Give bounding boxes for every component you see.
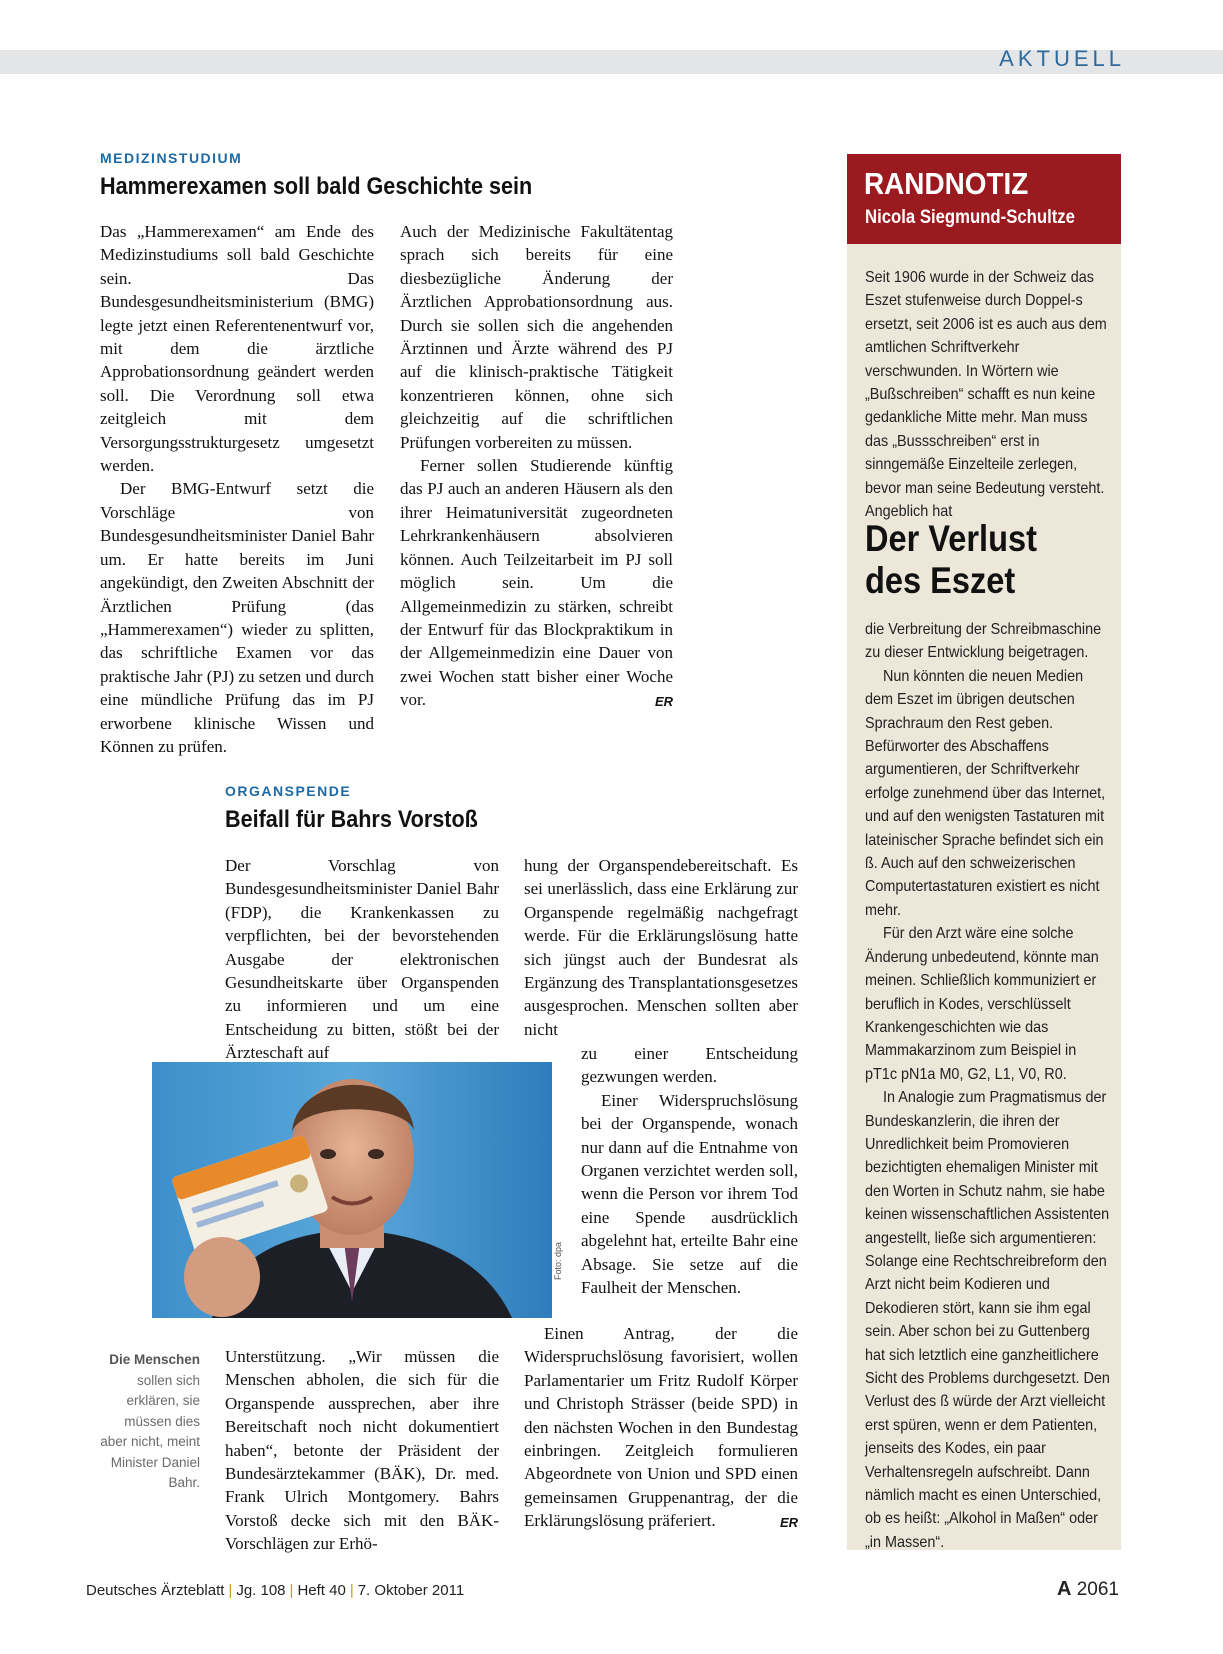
randnotiz-big-title: Der Verlust des Eszet	[865, 518, 1037, 601]
minister-photo	[152, 1062, 552, 1318]
photo-credit: Foto: dpa	[553, 1241, 563, 1280]
article2-column-1-bottom	[225, 1345, 499, 1556]
paragraph: die Verbreitung der Schreibmaschine zu dieser Entwicklung beigetragen.	[865, 621, 1102, 662]
paragraph: Der BMG-Entwurf setzt die Vorschläge von Bundesgesundheitsminister Daniel Bahr um. Er hatte bereits im Juni angekündigt, den Zweiten Abschnitt der Ärztlichen Prüfung (das „Hammerexamen“) wieder zu splitten, das schriftliche Examen vor das praktische Jahr (PJ) zu setzen und durch eine mündliche Prüfung das im PJ erworbene klinische Wissen und Können zu prüfen.	[100, 479, 374, 756]
page-number	[1057, 1578, 1119, 1601]
page-value: 2061	[1076, 1579, 1119, 1600]
randnotiz-author: Nicola Siegmund-Schultze	[865, 207, 1075, 228]
paragraph: Einen Antrag, der die Widerspruchslösung favorisiert, wollen Parlamentarier um Fritz Rudolf Körper und Christoph Strässer (beide SPD) in den nächsten Wochen in den Bundestag einbringen. Zeitgleich formulieren Abgeordnete von Union und SPD einen gemeinsamen Gruppenantrag, der die Erklärungslösung präferiert. ER	[524, 1322, 798, 1533]
article2-column-2-bottom	[524, 1322, 798, 1535]
author-sign: ER	[779, 1515, 798, 1531]
paragraph: Ferner sollen Studierende künftig das PJ auch an anderen Häusern als den ihrer Heimatuniversität zugeordneten Lehrkrankenhäusern absolvieren können. Auch Teilzeitarbeit im PJ soll möglich sein. Um die Allgemeinmedizin zu stärken, schreibt der Entwurf für das Blockpraktikum in der Allgemeinmedizin eine Dauer von zwei Wochen statt bisher einer Woche vor. ER	[400, 454, 673, 711]
paragraph: Unterstützung. „Wir müssen die Menschen abholen, die sich für die Organspende aussprechen, aber ihre Bereitschaft noch nicht dokumentiert haben“, betonte der Präsident der Bundesärztekammer (BÄK), Dr. med. Frank Ulrich Montgomery. Bahrs Vorstoß decke sich mit den BÄK-Vorschlägen zur Erhö-	[225, 1347, 499, 1554]
photo-caption	[96, 1350, 200, 1494]
journal-name: Deutsches Ärzteblatt	[86, 1582, 225, 1599]
article1-kicker: MEDIZINSTUDIUM	[100, 150, 243, 166]
paragraph: Für den Arzt wäre eine solche Änderung unbedeutend, könnte man meinen. Schließlich kommuniziert er beruflich in Kodes, verschlüsselt Krankengeschichten wie das Mammakarzinom zum Beispiel in pT1c pN1a M0, G2, L1, V0, R0.	[865, 925, 1099, 1083]
paragraph: zu einer Entscheidung gezwungen werden.	[581, 1044, 798, 1087]
issue: Heft 40	[297, 1582, 346, 1599]
paragraph: Einer Widerspruchslösung bei der Organspende, wonach nur dann auf die Entnahme von Organen verzichtet werden soll, wenn die Person vor ihrem Tod eine Spende ausdrücklich abgelehnt hat, erteilte Bahr eine Absage. Sie setze auf die Faulheit der Menschen.	[581, 1090, 798, 1298]
caption-lead: Die Menschen	[109, 1352, 200, 1367]
paragraph: hung der Organspendebereitschaft. Es sei unerlässlich, dass eine Erklärung zur Organspende regelmäßig nachgefragt werde. Für die Erklärungslösung hatte sich jüngst auch der Bundesrat als Ergänzung des Transplantationsgesetzes ausgesprochen. Menschen sollten aber nicht	[524, 856, 798, 1039]
page-prefix: A	[1056, 1578, 1072, 1600]
article2-column-2-narrow	[581, 1042, 798, 1299]
article2-kicker: ORGANSPENDE	[225, 783, 352, 799]
paragraph: Nun könnten die neuen Medien dem Eszet im übrigen deutschen Sprachraum den Rest geben. Befürworter des Abschaffens argumentieren, der Schriftverkehr erfolge zunehmend über das Internet, und auf den wenigsten Tastaturen mit lateinischer Sprache befindet sich ein ß. Auch auf den schweizerischen Computertastaturen existiert es nicht mehr.	[865, 667, 1106, 919]
paragraph: Der Vorschlag von Bundesgesundheitsminister Daniel Bahr (FDP), die Krankenkassen zu verpflichten, bei der bevorstehenden Ausgabe der elektronischen Gesundheitskarte über Organspenden zu informieren und um eine Entscheidung zu bitten, stößt bei der Ärzteschaft auf	[225, 856, 499, 1063]
paragraph: In Analogie zum Pragmatismus der Bundeskanzlerin, die ihren der Unredlichkeit beim Promovieren bezichtigten ehemaligen Minister mit den Worten in Schutz nahm, sie habe keinen wissenschaftlichen Assistenten angestellt, ließe sich argumentieren: Solange eine Rechtschreibreform den Arzt nicht beim Kodieren und Dekodieren stört, kann sie ihm egal sein. Aber schon bei zu Guttenberg hat sich letztlich eine ganzheitlichere Sicht des Problems durchgesetzt. Den Verlust des ß würde der Arzt vielleicht erst spüren, wenn er dem Patienten, jenseits des Kodes, ein paar Verhaltensregeln aufschreibt. Dann nämlich macht es einen Unterschied, ob es heißt: „Alkohol in Maßen“ oder „in Massen“.	[865, 1089, 1110, 1551]
caption-text: sollen sich erklären, sie müssen dies aber nicht, meint Minister Daniel Bahr.	[100, 1372, 200, 1490]
section-label: AKTUELL	[999, 46, 1125, 71]
paragraph: Seit 1906 wurde in der Schweiz das Eszet stufenweise durch Doppel-s ersetzt, seit 2006 ist es auch aus dem amtlichen Schriftverkehr verschwunden. In Wörtern wie „Bußschreiben“ schafft es nun keine gedankliche Mitte mehr. Man muss das „Bussschreiben“ erst in sinngemäße Einzelteile zerlegen, bevor man seine Bedeutung versteht. Angeblich hat	[865, 269, 1107, 521]
footer-citation: Deutsches Ärzteblatt | Jg. 108 | Heft 40 | 7. Oktober 2011	[86, 1582, 465, 1599]
volume: Jg. 108	[236, 1582, 286, 1599]
paragraph: Auch der Medizinische Fakultätentag sprach sich bereits für eine diesbezügliche Änderung der Ärztlichen Approbationsordnung aus. Durch sie sollen sich die angehenden Ärztinnen und Ärzte während des PJ auf die klinisch-praktische Tätigkeit konzentrieren können, ohne sich gleichzeitig auf die schriftlichen Prüfungen vorbereiten zu müssen.	[400, 222, 673, 452]
article1-column-1	[100, 220, 374, 758]
article2-title: Beifall für Bahrs Vorstoß	[225, 806, 478, 833]
date: 7. Oktober 2011	[357, 1582, 465, 1599]
paragraph: Das „Hammerexamen“ am Ende des Medizinstudiums soll bald Geschichte sein. Das Bundesgesundheitsministerium (BMG) legte jetzt einen Referentenentwurf vor, mit dem die ärztliche Approbationsordnung geändert werden soll. Die Verordnung soll etwa zeitgleich mit dem Versorgungsstrukturgesetz umgesetzt werden.	[100, 222, 374, 476]
author-sign: ER	[654, 694, 673, 710]
article2-column-2-top	[524, 854, 798, 1041]
randnotiz-title: RANDNOTIZ	[864, 166, 1029, 201]
article1-column-2	[400, 220, 673, 714]
photo-illustration	[152, 1062, 552, 1318]
article2-column-1-top	[225, 854, 499, 1065]
randnotiz-body	[865, 618, 1111, 1554]
article1-title: Hammerexamen soll bald Geschichte sein	[100, 173, 533, 200]
randnotiz-intro	[865, 266, 1111, 523]
